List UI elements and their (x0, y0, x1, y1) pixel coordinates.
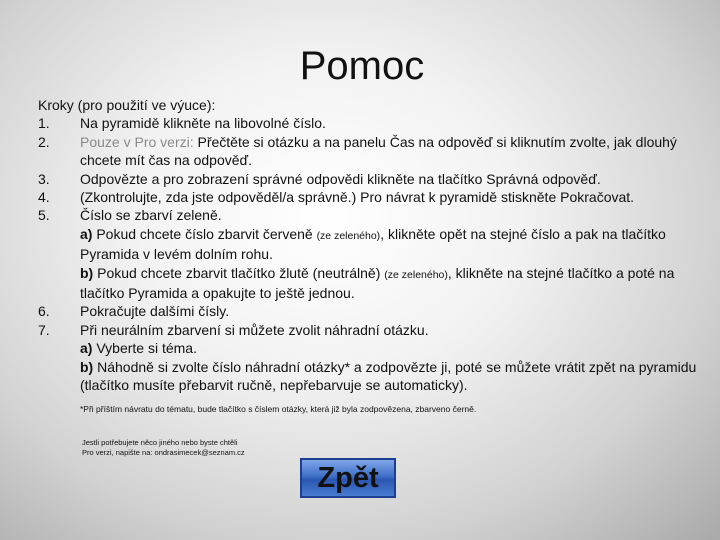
step-7a: a) Vyberte si téma. (80, 340, 197, 357)
step-5b: b) Pokud chcete zbarvit tlačítko žlutě (neutrálně) (ze zeleného), klikněte na stejné tlačítko a poté na tlačítko Pyramida a opakujte to ještě jednou. (80, 264, 675, 302)
step-number: 1. (38, 115, 50, 132)
contact-line: Pro verzi, napište na: ondrasimecek@seznam.cz (82, 448, 245, 457)
step-text: Číslo se zbarví zeleně. (80, 207, 222, 224)
step-2 (38, 133, 708, 170)
step-4 (38, 188, 708, 206)
footnote: *Při příštím návratu do tématu, bude tlačítko s číslem otázky, která již byla zodpovězena, zbarveno černě. (80, 404, 477, 414)
step-5 (38, 206, 708, 224)
step-text: Pouze v Pro verzi: Přečtěte si otázku a na panelu Čas na odpověď si kliknutím zvolte, jak dlouhý chcete mít čas na odpověď. (80, 133, 677, 169)
step-1 (38, 114, 708, 132)
back-button[interactable]: Zpět (300, 458, 396, 498)
step-3 (38, 170, 708, 188)
step-number: 2. (38, 133, 50, 150)
steps-list (38, 96, 708, 395)
step-number: 3. (38, 170, 50, 187)
step-number: 4. (38, 189, 50, 206)
contact-note (82, 438, 245, 458)
step-number: 5. (38, 207, 50, 224)
step-text: Na pyramidě klikněte na libovolné číslo. (80, 115, 326, 132)
step-7b: b) Náhodně si zvolte číslo náhradní otázky* a zodpovězte ji, poté se můžete vrátit zpět na pyramidu (tlačítko musíte přebarvit ručně, nepřebarvuje se automaticky). (80, 358, 697, 394)
step-text: (Zkontrolujte, zda jste odpověděl/a správně.) Pro návrat k pyramidě stiskněte Pokračovat. (80, 189, 635, 206)
step-number: 6. (38, 303, 50, 320)
step-text: Odpovězte a pro zobrazení správné odpovědi klikněte na tlačítko Správná odpověď. (80, 170, 601, 187)
page-title: Pomoc (299, 44, 425, 88)
step-number: 7. (38, 321, 50, 338)
step-text: Při neurálním zbarvení si můžete zvolit náhradní otázku. (80, 321, 429, 338)
step-5a: a) Pokud chcete číslo zbarvit červeně (ze zeleného), klikněte opět na stejné číslo a pak na tlačítko Pyramida v levém dolním rohu. (80, 225, 666, 263)
step-7 (38, 321, 708, 339)
contact-line: Jestli potřebujete něco jiného nebo byste chtěli (82, 438, 238, 447)
pro-version-note: Pouze v Pro verzi: (80, 133, 194, 150)
step-6 (38, 302, 708, 320)
steps-intro: Kroky (pro použití ve výuce): (38, 97, 216, 113)
step-text: Pokračujte dalšími čísly. (80, 303, 230, 320)
